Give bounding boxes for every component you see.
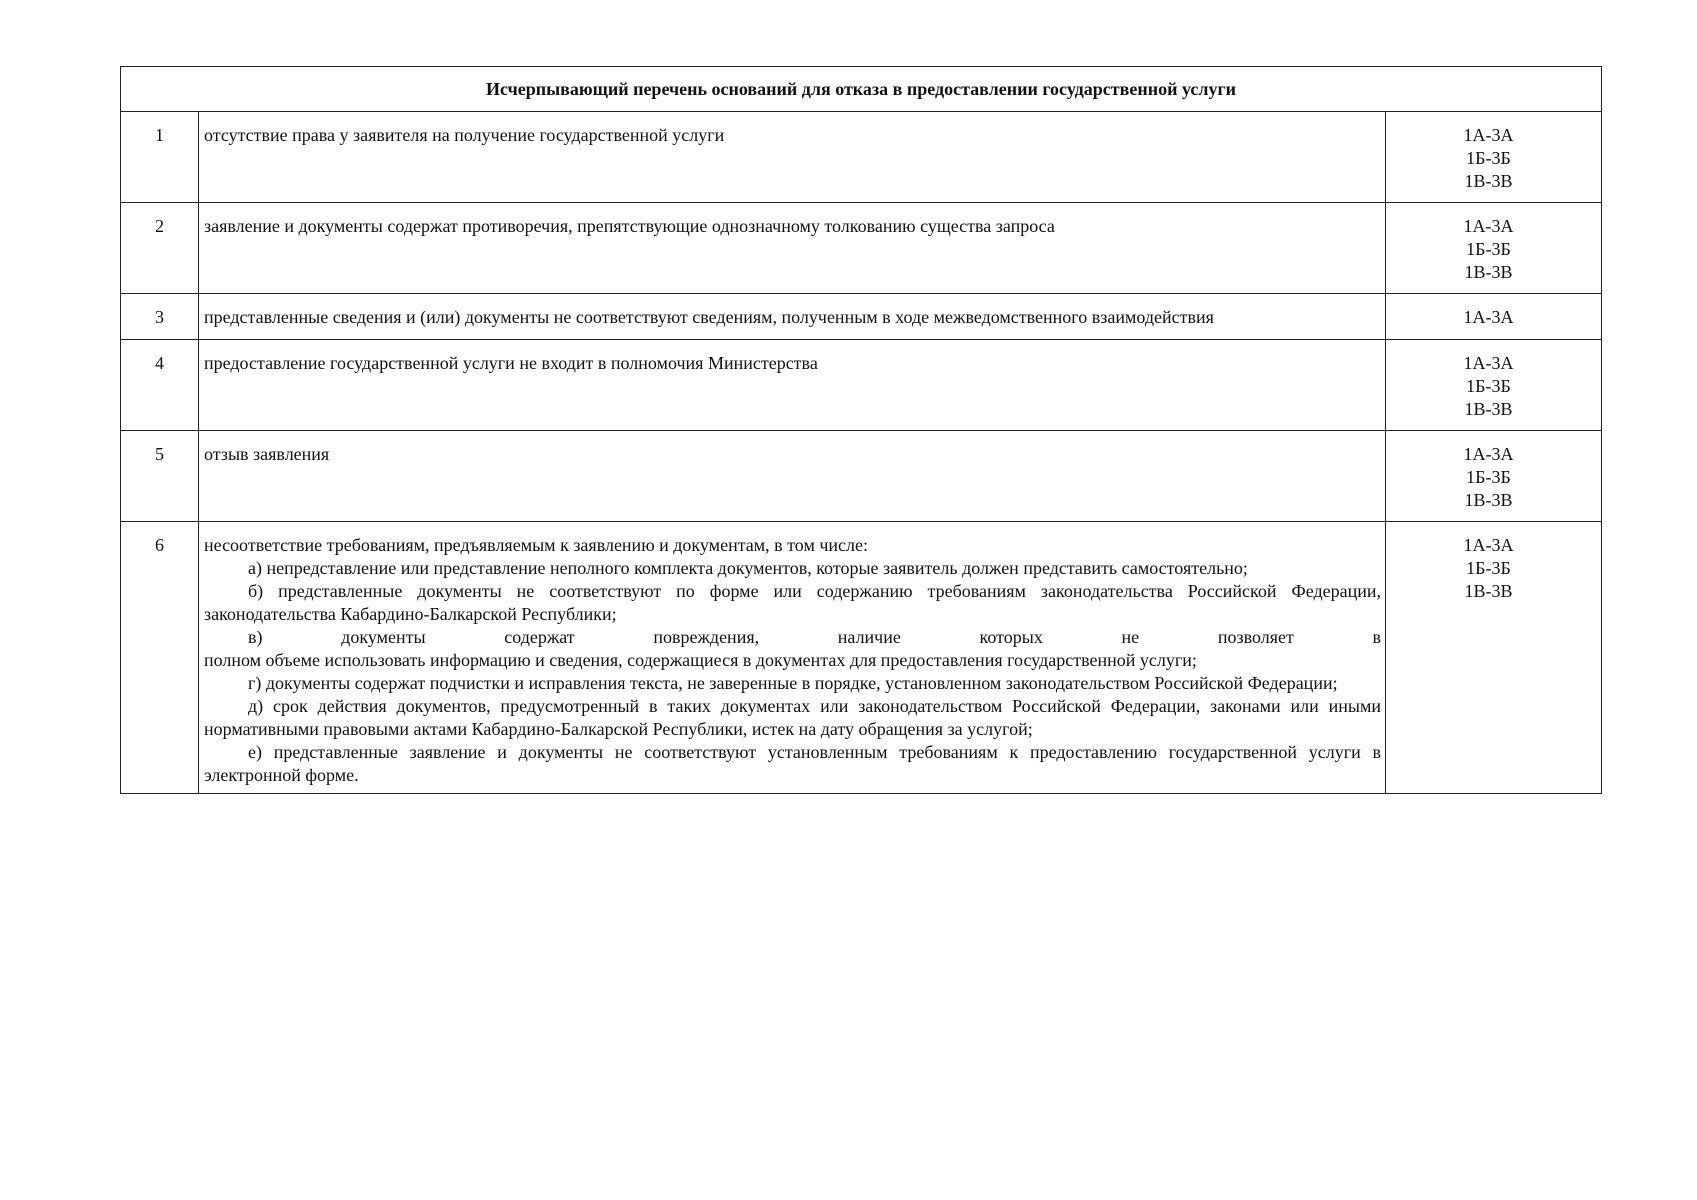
table-row <box>121 522 1602 794</box>
sub-item-d: д) срок действия документов, предусмотренный в таких документах или законодательством Российской Федерации, законами или иными нормативными правовыми актами Кабардино-Балкарской Республики, истек на дату обращения за услугой; <box>204 696 1381 739</box>
code: 1В-3В <box>1464 581 1513 601</box>
code: 1А-3А <box>1463 444 1514 464</box>
code: 1Б-3Б <box>1466 148 1511 168</box>
code: 1Б-3Б <box>1466 376 1511 396</box>
code: 1В-3В <box>1464 490 1513 510</box>
row-number: 6 <box>121 522 199 794</box>
code: 1В-3В <box>1464 171 1513 191</box>
code: 1Б-3Б <box>1466 558 1511 578</box>
code: 1А-3А <box>1463 216 1514 236</box>
table-row <box>121 431 1602 522</box>
table-row <box>121 340 1602 431</box>
row-codes <box>1386 522 1602 794</box>
row-text: представленные сведения и (или) документы не соответствуют сведениям, полученным в ходе межведомственного взаимодействия <box>199 294 1386 340</box>
table-row <box>121 294 1602 340</box>
row-codes <box>1386 431 1602 522</box>
row-codes <box>1386 112 1602 203</box>
row-codes <box>1386 294 1602 340</box>
row-codes <box>1386 340 1602 431</box>
row-number: 1 <box>121 112 199 203</box>
code: 1А-3А <box>1463 353 1514 373</box>
row-text: отсутствие права у заявителя на получение государственной услуги <box>199 112 1386 203</box>
code: 1Б-3Б <box>1466 239 1511 259</box>
code: 1А-3А <box>1463 125 1514 145</box>
code: 1В-3В <box>1464 399 1513 419</box>
code: 1А-3А <box>1463 307 1514 327</box>
row-text-block <box>199 522 1386 794</box>
sub-item-g: г) документы содержат подчистки и исправления текста, не заверенные в порядке, установленном законодательством Российской Федерации; <box>248 673 1338 693</box>
row-text: предоставление государственной услуги не входит в полномочия Министерства <box>199 340 1386 431</box>
row-number: 4 <box>121 340 199 431</box>
row-text: заявление и документы содержат противоречия, препятствующие однозначному толкованию существа запроса <box>199 203 1386 294</box>
sub-item-v: в) документы содержат повреждения, наличие которых не позволяет в <box>248 627 1381 647</box>
refusal-grounds-table <box>120 66 1602 794</box>
table-header-row <box>121 67 1602 112</box>
table-row <box>121 203 1602 294</box>
code: 1А-3А <box>1463 535 1514 555</box>
sub-item-a: а) непредставление или представление неполного комплекта документов, которые заявитель должен представить самостоятельно; <box>248 558 1248 578</box>
row-codes <box>1386 203 1602 294</box>
row-number: 2 <box>121 203 199 294</box>
code: 1В-3В <box>1464 262 1513 282</box>
table-row <box>121 112 1602 203</box>
sub-item-v-continued: полном объеме использовать информацию и сведения, содержащиеся в документах для предоставления государственной услуги; <box>204 650 1197 670</box>
sub-item-e: е) представленные заявление и документы не соответствуют установленным требованиям к предоставлению государственной услуги в электронной форме. <box>204 742 1381 785</box>
row-number: 3 <box>121 294 199 340</box>
table-title: Исчерпывающий перечень оснований для отказа в предоставлении государственной услуги <box>121 67 1602 112</box>
row-text: отзыв заявления <box>199 431 1386 522</box>
code: 1Б-3Б <box>1466 467 1511 487</box>
row-number: 5 <box>121 431 199 522</box>
row-text: несоответствие требованиям, предъявляемым к заявлению и документам, в том числе: <box>204 535 868 555</box>
sub-item-b: б) представленные документы не соответствуют по форме или содержанию требованиям законодательства Российской Федерации, законодательства Кабардино-Балкарской Республики; <box>204 581 1381 624</box>
